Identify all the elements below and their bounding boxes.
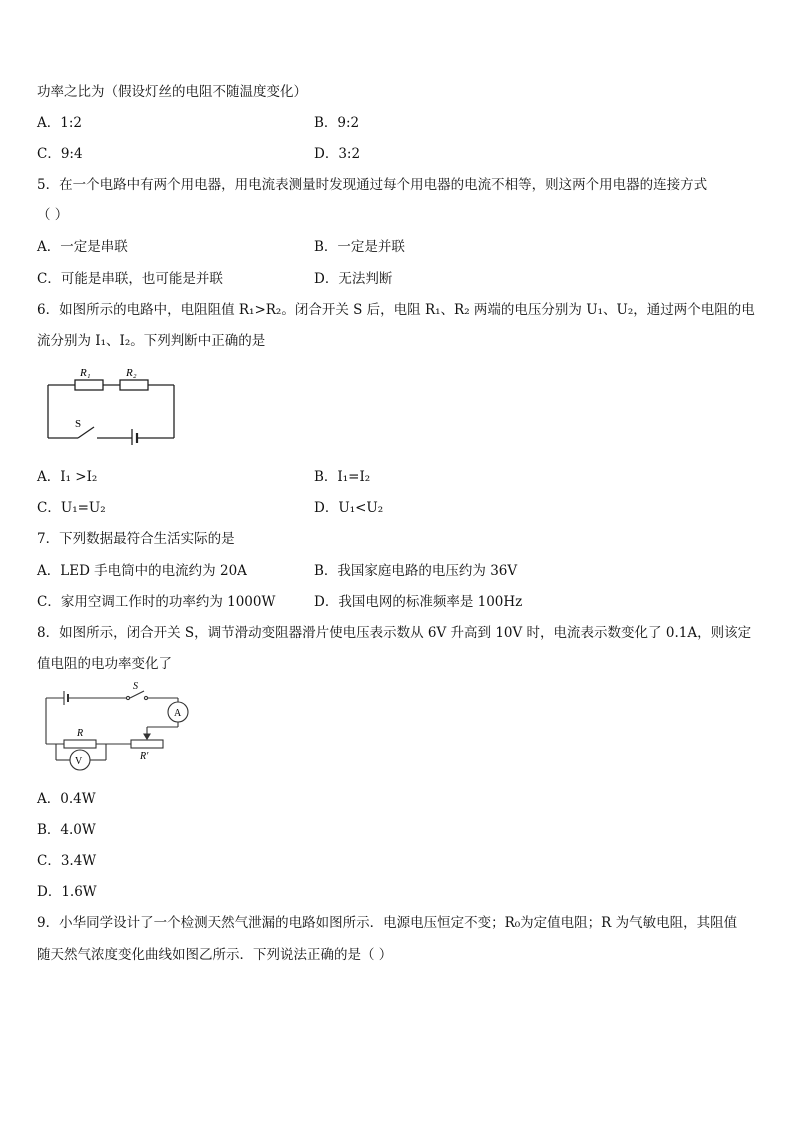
q8-switch-s [130, 691, 144, 698]
q4-option-b: B．9:2 [314, 115, 360, 131]
q5-answer-blank: （ ） [37, 207, 69, 223]
q7-stem: 7．下列数据最符合生活实际的是 [37, 531, 235, 547]
q7-option-c: C．家用空调工作时的功率约为 1000W [37, 594, 276, 610]
q6-option-d: D．U₁<U₂ [314, 500, 384, 516]
q7-option-a: A．LED 手电筒中的电流约为 20A [37, 563, 247, 579]
q8-resistor-r [64, 740, 96, 748]
q9-stem: 9．小华同学设计了一个检测天然气泄漏的电路如图所示．电源电压恒定不变；R₀为定值电阻；R 为气敏电阻，其阻值 [37, 915, 738, 931]
q8-label-r: R [77, 728, 84, 739]
q8-label-s: S [133, 681, 138, 692]
q8-option-d: D．1.6W [37, 884, 97, 900]
q6-option-c: C．U₁=U₂ [37, 500, 106, 516]
q5-option-a: A．一定是串联 [37, 239, 128, 255]
q8-option-c: C．3.4W [37, 853, 97, 869]
q8-option-b: B．4.0W [37, 822, 96, 838]
q4-stem-continuation: 功率之比为（假设灯丝的电阻不随温度变化） [37, 84, 307, 100]
q8-slider-arrow [144, 734, 150, 739]
q4-option-a: A．1:2 [37, 115, 82, 131]
q7-option-d: D．我国电网的标准频率是 100Hz [314, 594, 523, 610]
q5-option-b: B．一定是并联 [314, 239, 405, 255]
q6-option-b: B．I₁=I₂ [314, 469, 371, 485]
q4-option-d: D．3:2 [314, 146, 361, 162]
q6-resistor-r2 [120, 380, 148, 390]
q5-option-c: C．可能是串联，也可能是并联 [37, 271, 223, 287]
q6-label-r1: R₁ [80, 367, 91, 379]
q8-label-v: V [75, 756, 83, 767]
q8-circuit-diagram [40, 680, 220, 775]
q4-option-c: C．9:4 [37, 146, 83, 162]
q8-option-a: A．0.4W [37, 791, 96, 807]
q9-stem-line2: 随天然气浓度变化曲线如图乙所示．下列说法正确的是（ ） [37, 947, 393, 963]
q6-stem: 6．如图所示的电路中，电阻阻值 R₁>R₂。闭合开关 S 后，电阻 R₁、R₂ 两端的电压分别为 U₁、U₂，通过两个电阻的电 [37, 302, 755, 318]
q6-resistor-r1 [75, 380, 103, 390]
q8-stem-line2: 值电阻的电功率变化了 [37, 656, 172, 672]
q7-option-b: B．我国家庭电路的电压约为 36V [314, 563, 518, 579]
q8-label-r-prime: R′ [140, 751, 149, 762]
q5-option-d: D．无法判断 [314, 271, 393, 287]
q5-stem: 5．在一个电路中有两个用电器，用电流表测量时发现通过每个用电器的电流不相等，则这两个用电器的连接方式 [37, 177, 708, 193]
q6-option-a: A．I₁ >I₂ [37, 469, 98, 485]
q6-stem-line2: 流分别为 I₁、I₂。下列判断中正确的是 [37, 333, 266, 349]
q6-label-s: S [75, 418, 82, 430]
q8-label-a: A [174, 708, 182, 719]
q8-stem: 8．如图所示，闭合开关 S，调节滑动变阻器滑片使电压表示数从 6V 升高到 10V 时，电流表示数变化了 0.1A，则该定 [37, 625, 752, 641]
q6-circuit-diagram [40, 360, 185, 445]
q6-label-r2: R₂ [126, 367, 137, 379]
q8-rheostat-r-prime [131, 740, 163, 748]
